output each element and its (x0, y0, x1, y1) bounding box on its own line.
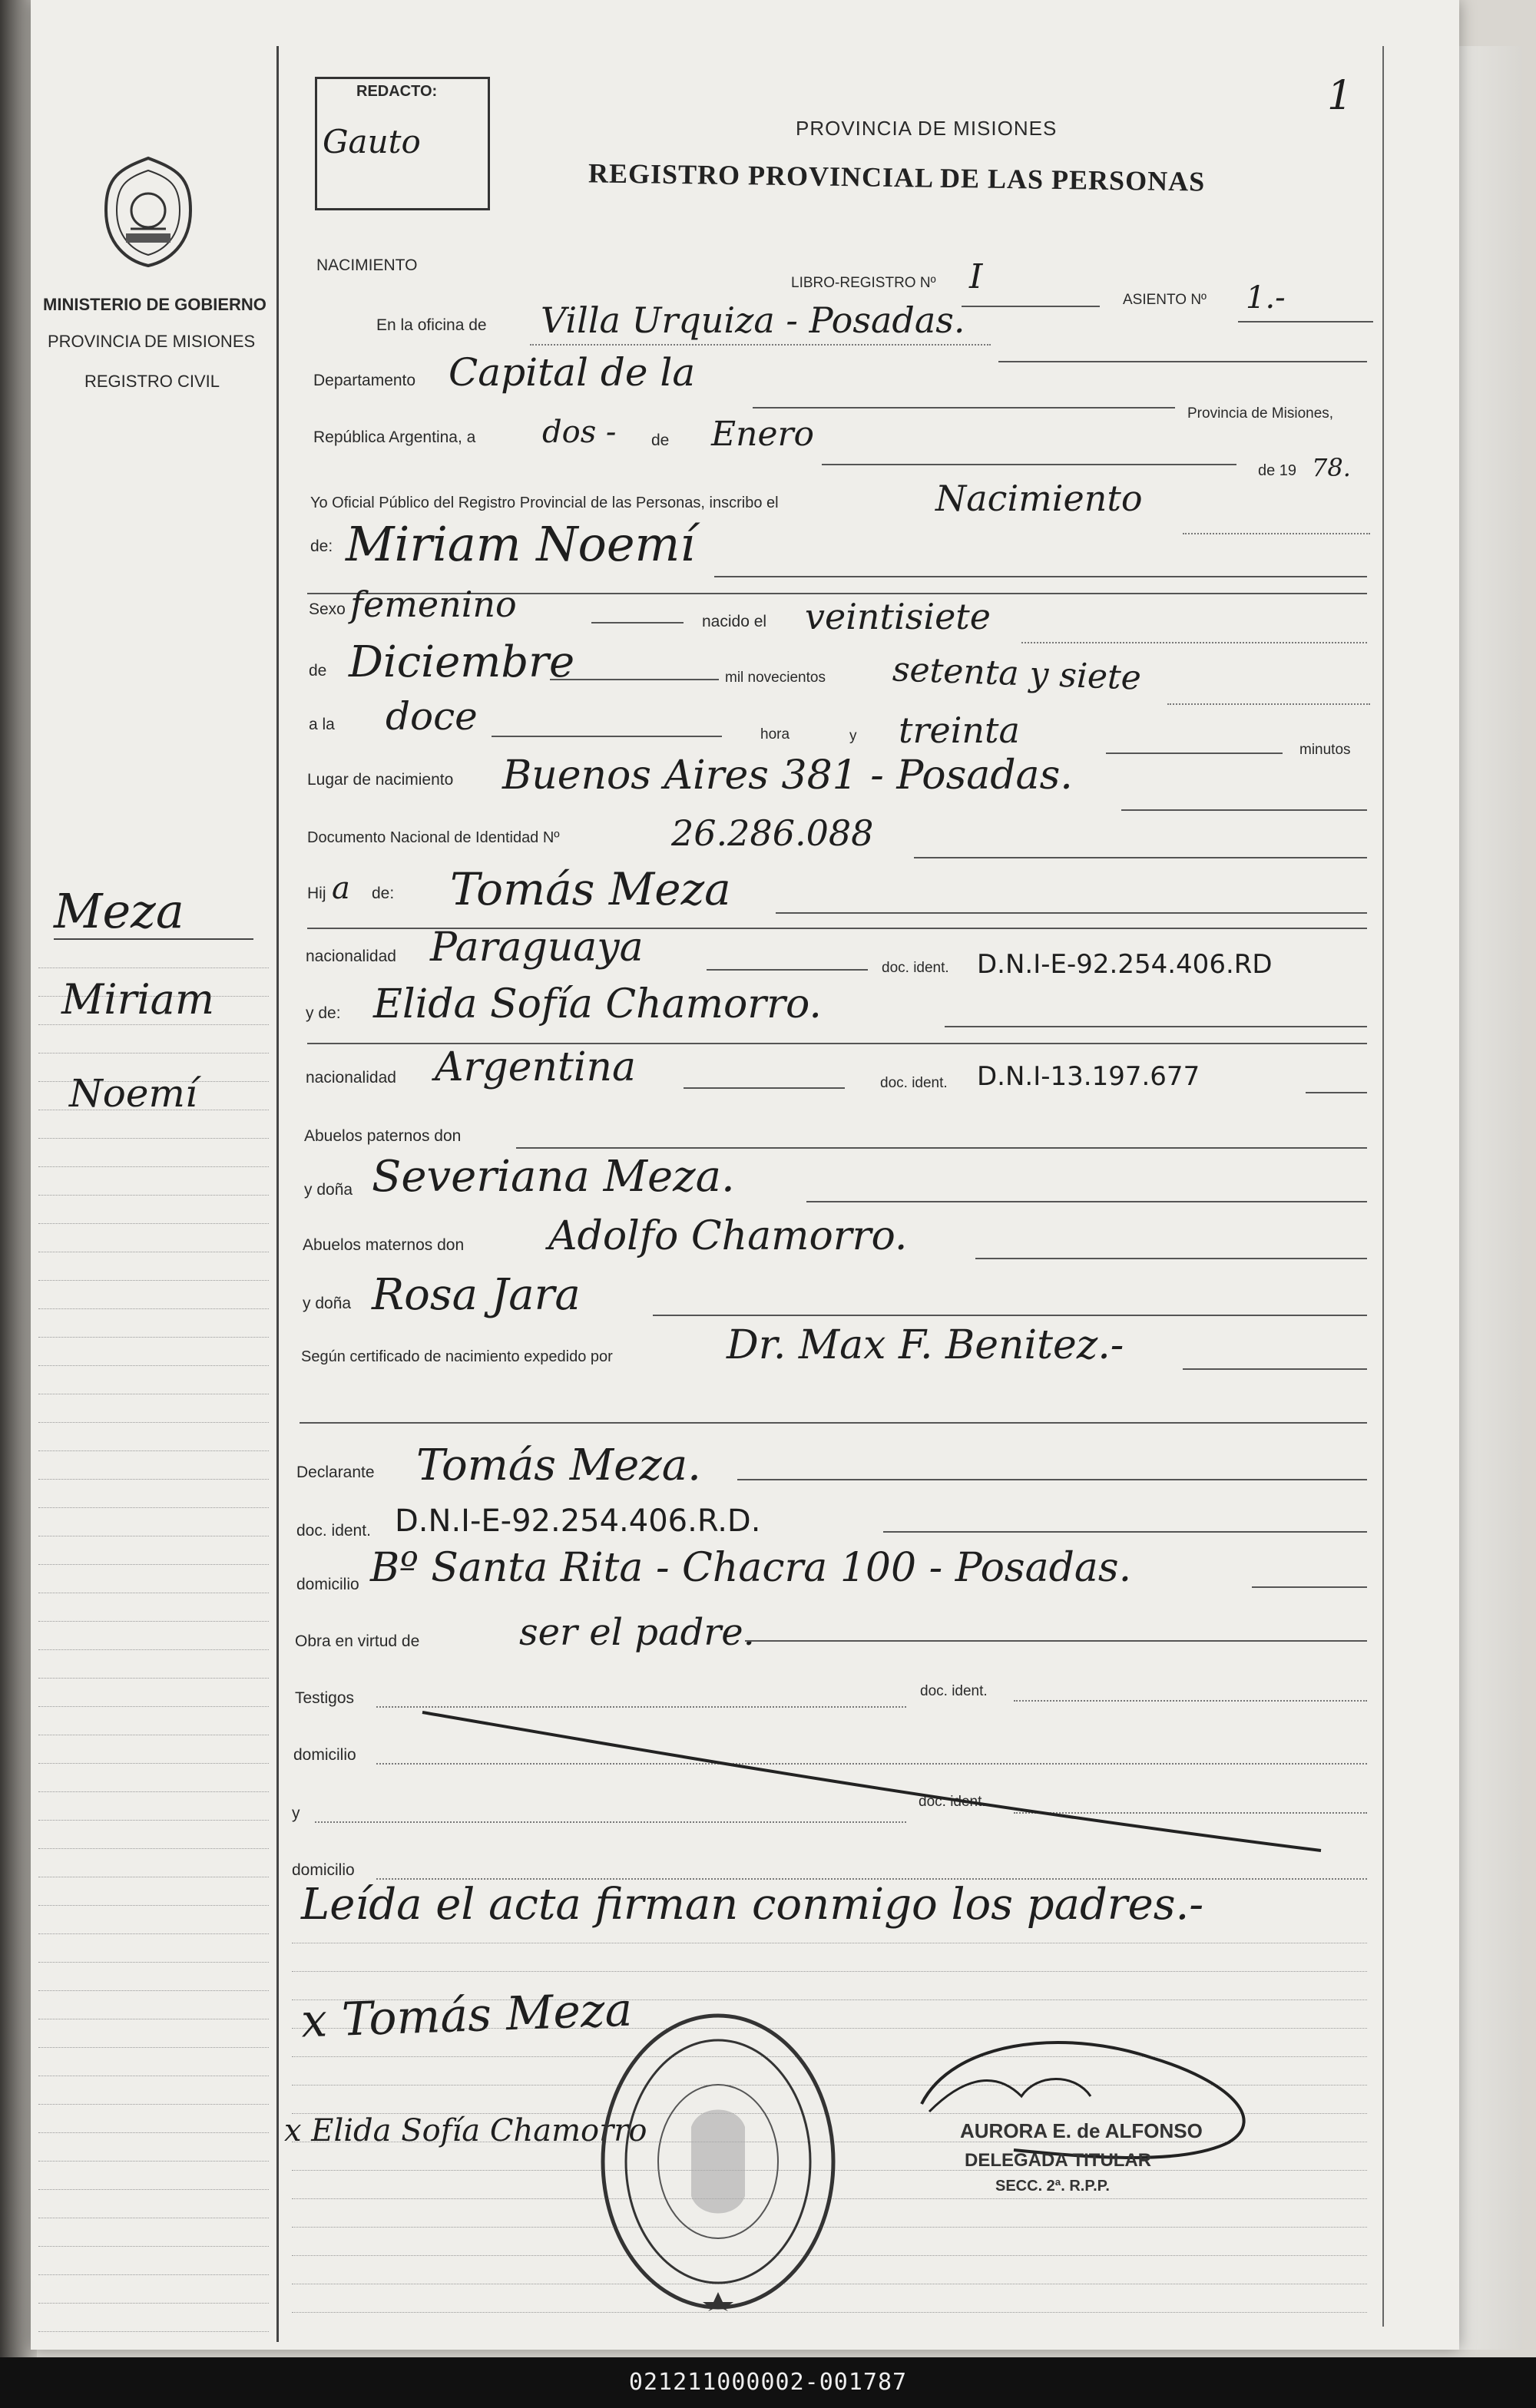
testigos-label: Testigos (295, 1689, 355, 1707)
margin-rule (38, 1507, 269, 1508)
margin-line (276, 46, 279, 2342)
minutos-value: treinta (899, 710, 1020, 751)
margin-rule (38, 1564, 269, 1565)
libro-label: LIBRO-REGISTRO Nº (791, 275, 936, 291)
republica-label: República Argentina, a (313, 428, 476, 446)
margin-rule (38, 1763, 269, 1764)
oficina-line-2 (998, 361, 1367, 362)
birth-month-line (550, 679, 719, 680)
margin-rule (38, 1280, 269, 1281)
de-label-1: de (651, 432, 670, 449)
register-page (31, 0, 1459, 2350)
margin-rule (38, 1308, 269, 1309)
yde-label: y de: (306, 1004, 341, 1022)
margin-rule (38, 1053, 269, 1054)
father-nationality: Paraguaya (430, 925, 644, 971)
mother-name: Elida Sofía Chamorro. (373, 981, 822, 1027)
margin-rule (38, 2132, 269, 2133)
father-nat-line (707, 969, 868, 971)
lower-rule (292, 2312, 1367, 2313)
margin-middle-name: Noemí (69, 1071, 197, 1116)
abuelos-paternos-label: Abuelos paternos don (304, 1127, 462, 1145)
libro-line (962, 306, 1100, 307)
abuela-materna-dona: Rosa Jara (372, 1270, 581, 1320)
margin-rule (38, 2104, 269, 2105)
ala-label: a la (309, 716, 335, 733)
sexo-line (591, 622, 684, 624)
redacto-value: Gauto (323, 123, 421, 160)
hij-label: Hij (307, 885, 326, 902)
witness-docident: doc. ident. (919, 1794, 986, 1810)
certificado-line-2 (300, 1422, 1367, 1424)
margin-rule (38, 1933, 269, 1934)
mother-nat-line (684, 1087, 845, 1089)
obra-label: Obra en virtud de (295, 1632, 420, 1650)
declarante-line (737, 1479, 1367, 1480)
witness-domicilio-1-label: domicilio (293, 1746, 356, 1764)
redacto-label: REDACTO: (356, 83, 438, 100)
departamento-value: Capital de la (449, 350, 696, 395)
domicilio-value: Bº Santa Rita - Chacra 100 - Posadas. (370, 1545, 1132, 1591)
header-title: REGISTRO PROVINCIAL DE LAS PERSONAS (588, 157, 1206, 197)
birth-year-line (1167, 703, 1370, 705)
birth-year-words: setenta y siete (892, 650, 1142, 698)
margin-rule (38, 2161, 269, 2162)
nacimiento-label: NACIMIENTO (316, 256, 418, 274)
official-section: SECC. 2ª. R.P.P. (995, 2178, 1110, 2195)
decl-doc-line (883, 1531, 1367, 1533)
margin-rule (38, 1337, 269, 1338)
certificado-line (1183, 1368, 1367, 1370)
year-value: 78. (1312, 453, 1351, 482)
provincial-emblem-icon (100, 154, 197, 269)
margin-rule (38, 1422, 269, 1423)
margin-rule (38, 1990, 269, 1991)
witness-domicilio-2-label: domicilio (292, 1861, 355, 1879)
ydona-line-2 (653, 1315, 1367, 1316)
margin-rule (38, 1365, 269, 1366)
margin-rule (38, 1479, 269, 1480)
official-name: AURORA E. de ALFONSO (960, 2119, 1203, 2142)
inscribe-value: Nacimiento (935, 478, 1143, 519)
margin-rule (38, 1223, 269, 1224)
father-docident-label: doc. ident. (882, 960, 949, 976)
margin-rule (38, 2274, 269, 2275)
day-value: dos - (542, 415, 617, 450)
province-label: PROVINCIA DE MISIONES (48, 332, 256, 351)
decl-doc-value: D.N.I-E-92.254.406.R.D. (395, 1503, 761, 1539)
hij-suffix: a (332, 871, 350, 906)
ydona-line-1 (806, 1201, 1367, 1202)
official-title: DELEGADA TITULAR (965, 2150, 1152, 2171)
departamento-label: Departamento (313, 372, 416, 389)
person-name: Miriam Noemí (346, 516, 696, 572)
dni-label: Documento Nacional de Identidad Nº (307, 829, 560, 846)
margin-rule (38, 1138, 269, 1139)
right-border-line (1382, 46, 1384, 2327)
margin-rule (38, 1678, 269, 1679)
testigos-docident: doc. ident. (920, 1683, 988, 1699)
libro-value: I (969, 257, 983, 296)
margin-rule (38, 1905, 269, 1906)
year-prefix: de 19 (1258, 462, 1297, 479)
margin-rule (38, 2189, 269, 2190)
oficina-line (530, 344, 991, 346)
mother-signature: x Elida Sofía Chamorro (284, 2113, 647, 2148)
lower-rule (292, 1971, 1367, 1972)
lugar-label: Lugar de nacimiento (307, 771, 454, 789)
hora-value: doce (386, 694, 478, 739)
hora-label: hora (760, 726, 790, 743)
father-nat-label: nacionalidad (306, 948, 396, 965)
margin-rule (38, 2047, 269, 2048)
obra-line (745, 1640, 1367, 1642)
dni-line (914, 857, 1367, 858)
margin-rule (38, 1649, 269, 1650)
obra-value: ser el padre. (519, 1611, 755, 1654)
mother-line (945, 1026, 1367, 1027)
witness-cancel-stroke (415, 1705, 1336, 1858)
margin-rule (38, 1621, 269, 1622)
nacido-label: nacido el (702, 613, 767, 630)
declarante-label: Declarante (296, 1464, 375, 1481)
asiento-line (1238, 321, 1373, 322)
birth-month: Diciembre (349, 637, 575, 687)
y-label: y (849, 728, 857, 744)
margin-rule (38, 2246, 269, 2247)
margin-rule (38, 1791, 269, 1792)
mother-nationality: Argentina (435, 1044, 636, 1090)
margin-rule (38, 2303, 269, 2304)
ministry-label: MINISTERIO DE GOBIERNO (43, 295, 266, 314)
registro-civil-label: REGISTRO CIVIL (84, 372, 220, 391)
asiento-label: ASIENTO Nº (1123, 292, 1207, 308)
margin-rule (38, 1848, 269, 1849)
province-suffix: Provincia de Misiones, (1187, 405, 1334, 422)
mother-doc: D.N.I-13.197.677 (977, 1061, 1200, 1092)
mil-label: mil novecientos (725, 670, 826, 686)
margin-rule (38, 1024, 269, 1025)
oficina-label: En la oficina de (376, 316, 487, 334)
father-name: Tomás Meza (450, 863, 731, 915)
ydona-label-1: y doña (304, 1181, 353, 1199)
person-line (714, 576, 1367, 577)
asiento-value: 1.- (1246, 280, 1286, 316)
nacido-value: veintisiete (805, 596, 991, 637)
certificado-label: Según certificado de nacimiento expedido por (301, 1348, 613, 1365)
de-person-label: de: (310, 538, 333, 555)
minutos-line (1106, 752, 1283, 754)
domicilio-label: domicilio (296, 1576, 359, 1593)
margin-rule (38, 1962, 269, 1963)
month-value: Enero (711, 415, 815, 454)
margin-rule (38, 2331, 269, 2332)
abuelos-paternos-line (516, 1147, 1367, 1149)
inscribe-line (1183, 533, 1370, 534)
margin-rule (38, 1450, 269, 1451)
oficina-value: Villa Urquiza - Posadas. (541, 299, 965, 341)
hij-de-label: de: (372, 885, 395, 902)
minutos-label: minutos (1299, 742, 1351, 758)
inscribe-label: Yo Oficial Público del Registro Provincial de las Personas, inscribo el (310, 495, 779, 511)
header-province: PROVINCIA DE MISIONES (796, 117, 1058, 140)
departamento-line (753, 407, 1175, 408)
father-doc: D.N.I-E-92.254.406.RD (977, 949, 1273, 980)
hora-line (492, 736, 722, 737)
margin-rule (38, 1195, 269, 1196)
witness-y-label: y (292, 1804, 300, 1822)
margin-rule (38, 1166, 269, 1167)
testigos-doc-line (1014, 1700, 1367, 1702)
lugar-value: Buenos Aires 381 - Posadas. (502, 752, 1073, 799)
ydona-label-2: y doña (303, 1295, 352, 1312)
father-line (776, 912, 1367, 914)
lugar-line (1121, 809, 1367, 811)
mother-docident-label: doc. ident. (880, 1075, 948, 1091)
abuelos-maternos-line (975, 1258, 1367, 1259)
official-stamp-icon (599, 2012, 837, 2311)
decl-doc-label: doc. ident. (296, 1522, 371, 1540)
mother-doc-line (1306, 1092, 1367, 1093)
margin-given-name: Miriam (61, 975, 215, 1024)
father-signature: x Tomás Meza (300, 1983, 634, 2049)
nacido-line (1021, 642, 1367, 643)
mother-nat-label: nacionalidad (306, 1069, 396, 1087)
closing-text: Leída el acta firman conmigo los padres.- (301, 1880, 1204, 1930)
margin-rule (38, 1820, 269, 1821)
declarante-value: Tomás Meza. (416, 1440, 701, 1490)
page-number: 1 (1327, 73, 1353, 119)
abuelo-materno-don: Adolfo Chamorro. (548, 1213, 908, 1259)
de-label-2: de (309, 662, 327, 680)
sexo-value: femenino (350, 584, 517, 625)
image-caption: 021211000002-001787 (0, 2357, 1536, 2408)
abuela-paterna-dona: Severiana Meza. (372, 1152, 735, 1202)
dni-value: 26.286.088 (671, 812, 874, 854)
date-line (822, 464, 1236, 465)
domicilio-line (1252, 1586, 1367, 1588)
certificado-value: Dr. Max F. Benitez.- (727, 1322, 1124, 1368)
sexo-label: Sexo (309, 600, 346, 618)
abuelos-maternos-label: Abuelos maternos don (303, 1236, 465, 1254)
margin-surname: Meza (54, 883, 184, 939)
margin-rule (38, 1706, 269, 1707)
